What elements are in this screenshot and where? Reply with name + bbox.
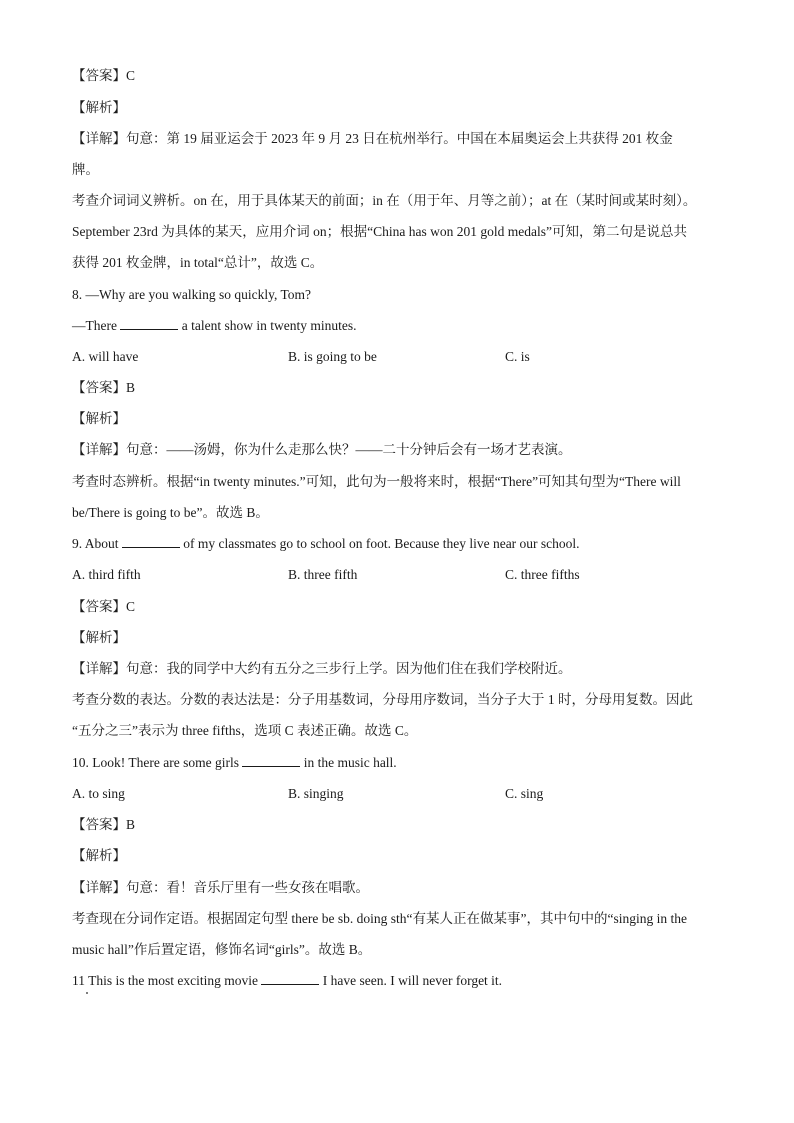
q10-option-b: B. singing	[288, 786, 344, 801]
q8-answer: 【答案】B	[72, 380, 136, 395]
stray-dot-mark	[86, 992, 88, 994]
q9-option-c: C. three fifths	[505, 567, 580, 582]
answer-blank	[261, 972, 319, 985]
q8-detail: 【详解】句意：——汤姆，你为什么走那么快？——二十分钟后会有一场才艺表演。	[72, 442, 572, 457]
q10-answer: 【答案】B	[72, 817, 136, 832]
q8-explain-line-2: be/There is going to be”。故选 B。	[72, 505, 269, 520]
q10-explain-line-2: music hall”作后置定语，修饰名词“girls”。故选 B。	[72, 942, 372, 957]
q7-explain-line-3: 获得 201 枚金牌，in total“总计”，故选 C。	[72, 255, 324, 270]
q7-detail-line-2: 牌。	[72, 162, 99, 177]
q11-stem-after-blank: I have seen. I will never forget it.	[319, 973, 503, 988]
q7-detail-line-1: 【详解】句意：第 19 届亚运会于 2023 年 9 月 23 日在杭州举行。中国在本届奥运会上共获得 201 枚金	[72, 131, 673, 146]
q7-analysis-heading: 【解析】	[72, 100, 126, 115]
q9-option-a: A. third fifth	[72, 567, 141, 582]
q8-stem-before-blank: —There	[72, 318, 121, 333]
q9-explain-line-1: 考查分数的表达。分数的表达法是：分子用基数词，分母用序数词，当分子大于 1 时，分母用复数。因此	[72, 692, 693, 707]
q10-option-c: C. sing	[505, 786, 544, 801]
q7-explain-line-2: September 23rd 为具体的某天，应用介词 on；根据“China has won 201 gold medals”可知，第二句是说总共	[72, 224, 687, 239]
q8-option-a: A. will have	[72, 349, 139, 364]
q8-option-b: B. is going to be	[288, 349, 377, 364]
q10-stem-after-blank: in the music hall.	[300, 755, 397, 770]
q11-stem-before-blank: 11 This is the most exciting movie	[72, 973, 262, 988]
q10-detail: 【详解】句意：看！音乐厅里有一些女孩在唱歌。	[72, 880, 369, 895]
q8-stem-after-blank: a talent show in twenty minutes.	[178, 318, 357, 333]
q7-explain-line-1: 考查介词词义辨析。on 在，用于具体某天的前面；in 在（用于年、月等之前）；at 在（某时间或某时刻）。	[72, 193, 697, 208]
q9-stem	[72, 535, 580, 553]
q7-answer: 【答案】C	[72, 68, 136, 83]
q8-explain-line-1: 考查时态辨析。根据“in twenty minutes.”可知，此句为一般将来时，根据“There”可知其句型为“There will	[72, 474, 681, 489]
answer-blank	[122, 535, 180, 548]
q10-option-a: A. to sing	[72, 786, 125, 801]
q9-stem-before-blank: 9. About	[72, 536, 122, 551]
q9-option-b: B. three fifth	[288, 567, 358, 582]
q10-stem-before-blank: 10. Look! There are some girls	[72, 755, 243, 770]
q9-explain-line-2: “五分之三”表示为 three fifths，选项 C 表述正确。故选 C。	[72, 723, 418, 738]
q8-option-c: C. is	[505, 349, 530, 364]
answer-blank	[242, 754, 300, 767]
answer-blank	[120, 317, 178, 330]
q10-stem	[72, 754, 397, 772]
q10-explain-line-1: 考查现在分词作定语。根据固定句型 there be sb. doing sth“有某人正在做某事”，其中句中的“singing in the	[72, 911, 687, 926]
q9-stem-after-blank: of my classmates go to school on foot. Because they live near our school.	[179, 536, 580, 551]
q10-analysis-heading: 【解析】	[72, 848, 126, 863]
q8-analysis-heading: 【解析】	[72, 411, 126, 426]
q9-analysis-heading: 【解析】	[72, 630, 126, 645]
q8-stem-line-1: 8. —Why are you walking so quickly, Tom?	[72, 287, 312, 302]
q8-stem-line-2	[72, 317, 356, 335]
q9-detail: 【详解】句意：我的同学中大约有五分之三步行上学。因为他们住在我们学校附近。	[72, 661, 572, 676]
q9-answer: 【答案】C	[72, 599, 136, 614]
q11-stem	[72, 972, 502, 990]
